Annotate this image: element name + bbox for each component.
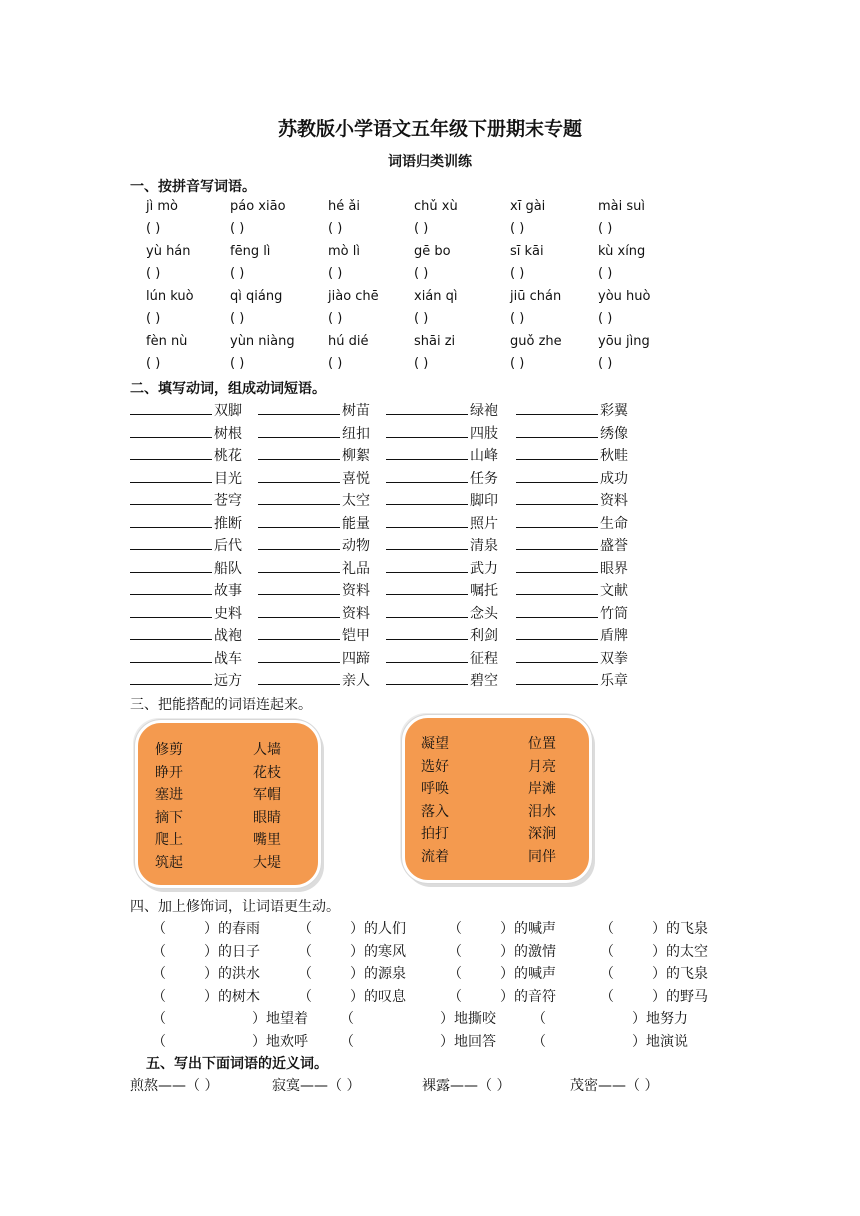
modifier-phrase: ）的春雨 — [204, 921, 260, 937]
verb-item — [258, 445, 370, 465]
verb-item — [258, 513, 370, 533]
match-right-word[interactable]: 同伴 — [528, 848, 556, 865]
match-left-word[interactable]: 落入 — [421, 803, 449, 820]
match-left-word[interactable]: 摘下 — [155, 809, 183, 826]
synonym-item[interactable]: 寂寞——（ ） — [272, 1078, 361, 1094]
verb-item — [258, 670, 370, 690]
verb-object: 资料 — [342, 583, 370, 599]
answer-blank[interactable]: ( ) — [598, 221, 613, 236]
verb-item — [516, 535, 628, 555]
verb-blank[interactable] — [130, 514, 212, 528]
verb-blank[interactable] — [516, 424, 598, 438]
paren-open[interactable]: （ — [152, 988, 166, 1005]
answer-blank[interactable]: ( ) — [146, 311, 161, 326]
verb-object: 清泉 — [470, 538, 498, 554]
verb-object: 远方 — [214, 673, 242, 689]
answer-blank[interactable]: ( ) — [510, 356, 525, 371]
verb-object: 盛誉 — [600, 538, 628, 554]
answer-blank[interactable]: ( ) — [414, 221, 429, 236]
verb-item — [516, 670, 628, 690]
match-left-word[interactable]: 凝望 — [421, 736, 449, 752]
verb-item — [386, 625, 498, 645]
verb-blank[interactable] — [130, 626, 212, 640]
verb-object: 故事 — [214, 583, 242, 599]
pinyin-label: jiū chán — [510, 289, 562, 304]
match-right-word[interactable]: 军帽 — [253, 787, 281, 803]
adverb-phrase: ）地回答 — [440, 1033, 496, 1050]
modifier-phrase: ）的音符 — [500, 988, 556, 1005]
verb-item — [130, 558, 242, 578]
answer-blank[interactable]: ( ) — [146, 356, 161, 371]
modifier-phrase: ）的日子 — [204, 943, 260, 960]
match-right-word[interactable]: 月亮 — [528, 758, 556, 775]
paren-open[interactable]: （ — [152, 921, 166, 937]
matching-box-1 — [135, 720, 321, 888]
verb-blank[interactable] — [386, 446, 468, 460]
pinyin-label: kù xíng — [598, 244, 646, 259]
verb-item — [516, 580, 628, 600]
verb-blank[interactable] — [386, 626, 468, 640]
pinyin-label: páo xiāo — [230, 199, 286, 214]
match-right-word[interactable]: 岸滩 — [528, 781, 556, 797]
verb-item — [516, 558, 628, 578]
verb-item — [386, 580, 498, 600]
verb-item — [258, 580, 370, 600]
verb-item — [516, 603, 628, 623]
matching-box-2 — [402, 715, 592, 883]
verb-item — [516, 400, 628, 420]
pinyin-label: jì mò — [146, 199, 178, 214]
verb-item — [258, 535, 370, 555]
verb-blank[interactable] — [130, 604, 212, 618]
paren-open[interactable]: （ — [298, 988, 312, 1005]
verb-item — [516, 625, 628, 645]
match-right-word[interactable]: 深涧 — [528, 826, 556, 842]
verb-object: 念头 — [470, 605, 498, 622]
page-title: 苏教版小学语文五年级下册期末专题 — [277, 118, 582, 140]
verb-blank[interactable] — [258, 626, 340, 640]
verb-blank[interactable] — [516, 469, 598, 483]
verb-item — [386, 423, 498, 443]
verb-item — [258, 468, 370, 488]
verb-item — [258, 558, 370, 578]
paren-open[interactable]: （ — [340, 1033, 354, 1050]
adverb-phrase: ）地撕咬 — [440, 1011, 496, 1027]
verb-item — [386, 535, 498, 555]
modifier-phrase: ）的飞泉 — [652, 921, 708, 937]
modifier-phrase: ）的喊声 — [500, 921, 556, 937]
verb-object: 双拳 — [600, 650, 628, 667]
verb-item — [386, 490, 498, 510]
verb-item — [516, 513, 628, 533]
verb-item — [386, 445, 498, 465]
verb-blank[interactable] — [386, 671, 468, 685]
verb-blank[interactable] — [258, 559, 340, 573]
modifier-phrase: ）的寒风 — [350, 943, 406, 960]
verb-object: 史料 — [214, 605, 242, 622]
modifier-phrase: ）的野马 — [652, 988, 708, 1005]
section-4-heading: 四、加上修饰词，让词语更生动。 — [130, 899, 340, 915]
verb-object: 秋畦 — [600, 448, 628, 464]
verb-item — [258, 603, 370, 623]
verb-object: 后代 — [214, 538, 242, 554]
modifier-phrase: ）的飞泉 — [652, 966, 708, 982]
verb-blank[interactable] — [386, 559, 468, 573]
paren-open[interactable]: （ — [340, 1011, 354, 1027]
verb-object: 成功 — [600, 470, 628, 487]
verb-blank[interactable] — [258, 604, 340, 618]
verb-blank[interactable] — [258, 401, 340, 415]
verb-blank[interactable] — [130, 469, 212, 483]
verb-object: 目光 — [214, 470, 242, 487]
paren-open[interactable]: （ — [448, 921, 462, 937]
verb-object: 双脚 — [214, 403, 242, 419]
verb-blank[interactable] — [516, 671, 598, 685]
match-right-word[interactable]: 嘴里 — [253, 832, 281, 848]
answer-blank[interactable]: ( ) — [598, 266, 613, 281]
pinyin-label: yùn niàng — [230, 334, 295, 349]
verb-object: 利剑 — [470, 628, 498, 644]
answer-blank[interactable]: ( ) — [598, 311, 613, 326]
section-1-heading: 一、按拼音写词语。 — [130, 179, 256, 195]
verb-object: 四蹄 — [342, 650, 370, 667]
verb-object: 资料 — [342, 605, 370, 622]
synonym-item[interactable]: 茂密——（ ） — [570, 1078, 659, 1094]
verb-blank[interactable] — [386, 604, 468, 618]
verb-blank[interactable] — [386, 514, 468, 528]
verb-object: 礼品 — [342, 560, 370, 577]
verb-item — [130, 513, 242, 533]
verb-object: 碧空 — [470, 673, 498, 689]
verb-item — [516, 423, 628, 443]
adverb-phrase: ）地演说 — [632, 1033, 688, 1050]
answer-blank[interactable]: ( ) — [328, 266, 343, 281]
verb-blank[interactable] — [258, 649, 340, 663]
verb-item — [386, 400, 498, 420]
verb-object: 脚印 — [470, 493, 498, 509]
verb-item — [130, 535, 242, 555]
verb-item — [258, 490, 370, 510]
pinyin-label: hú dié — [328, 334, 369, 349]
pinyin-label: xián qì — [414, 289, 458, 304]
verb-blank[interactable] — [130, 671, 212, 685]
modifier-phrase: ）的洪水 — [204, 966, 260, 982]
verb-item — [130, 468, 242, 488]
verb-object: 桃花 — [214, 448, 242, 464]
synonym-item[interactable]: 煎熬——（ ） — [130, 1078, 219, 1094]
pinyin-label: lún kuò — [146, 289, 194, 304]
pinyin-label: jiào chē — [328, 289, 379, 304]
verb-item — [258, 400, 370, 420]
modifier-phrase: ）的太空 — [652, 943, 708, 960]
verb-blank[interactable] — [516, 559, 598, 573]
pinyin-label: sī kāi — [510, 244, 544, 259]
paren-open[interactable]: （ — [600, 966, 614, 982]
verb-object: 柳絮 — [342, 448, 370, 464]
verb-object: 盾牌 — [600, 628, 628, 644]
match-left-word[interactable]: 拍打 — [421, 826, 449, 842]
pinyin-label: chǔ xù — [414, 199, 458, 214]
answer-blank[interactable]: ( ) — [230, 356, 245, 371]
modifier-phrase: ）的人们 — [350, 921, 406, 937]
verb-blank[interactable] — [386, 469, 468, 483]
verb-blank[interactable] — [258, 469, 340, 483]
pinyin-label: fèn nù — [146, 334, 188, 349]
pinyin-label: qì qiáng — [230, 289, 283, 304]
verb-blank[interactable] — [516, 491, 598, 505]
verb-blank[interactable] — [258, 424, 340, 438]
verb-object: 绣像 — [600, 425, 628, 442]
verb-object: 树根 — [214, 425, 242, 442]
verb-item — [130, 625, 242, 645]
adverb-phrase: ）地努力 — [632, 1011, 688, 1027]
pinyin-label: guǒ zhe — [510, 334, 562, 349]
paren-open[interactable]: （ — [532, 1033, 546, 1050]
answer-blank[interactable]: ( ) — [414, 266, 429, 281]
answer-blank[interactable]: ( ) — [230, 266, 245, 281]
pinyin-label: xī gài — [510, 199, 546, 214]
verb-blank[interactable] — [258, 514, 340, 528]
answer-blank[interactable]: ( ) — [230, 311, 245, 326]
verb-item — [386, 558, 498, 578]
match-left-word[interactable]: 选好 — [421, 758, 449, 775]
verb-object: 乐章 — [600, 673, 628, 689]
verb-blank[interactable] — [386, 649, 468, 663]
pinyin-label: yòu huò — [598, 289, 651, 304]
verb-item — [258, 625, 370, 645]
paren-open[interactable]: （ — [600, 988, 614, 1005]
modifier-phrase: ）的树木 — [204, 988, 260, 1005]
verb-object: 船队 — [214, 560, 242, 577]
verb-item — [130, 580, 242, 600]
answer-blank[interactable]: ( ) — [598, 356, 613, 371]
verb-item — [516, 648, 628, 668]
paren-open[interactable]: （ — [298, 966, 312, 982]
pinyin-label: mài suì — [598, 199, 645, 214]
verb-item — [130, 423, 242, 443]
match-left-word[interactable]: 流着 — [421, 848, 449, 865]
verb-object: 四肢 — [470, 425, 498, 442]
paren-open[interactable]: （ — [152, 943, 166, 960]
match-left-word[interactable]: 筑起 — [155, 854, 183, 871]
answer-blank[interactable]: ( ) — [146, 266, 161, 281]
page-subtitle: 词语归类训练 — [388, 154, 472, 170]
verb-blank[interactable] — [516, 649, 598, 663]
verb-object: 山峰 — [470, 448, 498, 464]
paren-open[interactable]: （ — [448, 966, 462, 982]
verb-object: 文献 — [600, 583, 628, 599]
answer-blank[interactable]: ( ) — [414, 356, 429, 371]
paren-open[interactable]: （ — [152, 1033, 166, 1050]
answer-blank[interactable]: ( ) — [328, 221, 343, 236]
verb-blank[interactable] — [130, 446, 212, 460]
verb-blank[interactable] — [516, 401, 598, 415]
verb-blank[interactable] — [516, 604, 598, 618]
verb-object: 照片 — [470, 515, 498, 532]
adverb-phrase: ）地欢呼 — [252, 1033, 308, 1050]
verb-blank[interactable] — [386, 536, 468, 550]
section-5-heading: 五、写出下面词语的近义词。 — [146, 1056, 328, 1072]
verb-blank[interactable] — [130, 559, 212, 573]
match-right-word[interactable]: 位置 — [528, 736, 556, 752]
paren-open[interactable]: （ — [448, 943, 462, 960]
verb-item — [130, 603, 242, 623]
verb-object: 竹筒 — [600, 605, 628, 622]
verb-object: 战车 — [214, 650, 242, 667]
paren-open[interactable]: （ — [152, 1011, 166, 1027]
verb-item — [130, 445, 242, 465]
verb-blank[interactable] — [130, 649, 212, 663]
verb-blank[interactable] — [386, 401, 468, 415]
verb-item — [258, 423, 370, 443]
verb-object: 亲人 — [342, 673, 370, 689]
verb-item — [130, 490, 242, 510]
verb-blank[interactable] — [130, 581, 212, 595]
verb-item — [130, 648, 242, 668]
verb-blank[interactable] — [258, 491, 340, 505]
verb-blank[interactable] — [130, 536, 212, 550]
verb-object: 绿袍 — [470, 403, 498, 419]
verb-item — [516, 468, 628, 488]
verb-item — [386, 513, 498, 533]
verb-blank[interactable] — [516, 536, 598, 550]
paren-open[interactable]: （ — [532, 1011, 546, 1027]
pinyin-label: hé ǎi — [328, 199, 360, 214]
adverb-phrase: ）地望着 — [252, 1011, 308, 1027]
verb-blank[interactable] — [258, 446, 340, 460]
verb-object: 动物 — [342, 538, 370, 554]
verb-item — [130, 670, 242, 690]
verb-blank[interactable] — [516, 446, 598, 460]
verb-blank[interactable] — [258, 671, 340, 685]
verb-item — [516, 445, 628, 465]
section-2-heading: 二、填写动词，组成动词短语。 — [130, 381, 326, 397]
verb-blank[interactable] — [386, 424, 468, 438]
verb-object: 资料 — [600, 493, 628, 509]
verb-blank[interactable] — [130, 424, 212, 438]
verb-blank[interactable] — [130, 491, 212, 505]
answer-blank[interactable]: ( ) — [146, 221, 161, 236]
modifier-phrase: ）的喊声 — [500, 966, 556, 982]
verb-object: 战袍 — [214, 628, 242, 644]
verb-blank[interactable] — [130, 401, 212, 415]
pinyin-label: yōu jìng — [598, 334, 650, 349]
verb-item — [386, 670, 498, 690]
verb-blank[interactable] — [386, 581, 468, 595]
match-right-word[interactable]: 大堤 — [253, 854, 281, 871]
verb-object: 喜悦 — [342, 470, 370, 487]
verb-blank[interactable] — [516, 514, 598, 528]
verb-object: 树苗 — [342, 403, 370, 419]
pinyin-label: gē bo — [414, 244, 451, 259]
paren-open[interactable]: （ — [152, 966, 166, 982]
verb-object: 苍穹 — [214, 493, 242, 509]
answer-blank[interactable]: ( ) — [230, 221, 245, 236]
match-left-word[interactable]: 修剪 — [155, 742, 183, 758]
answer-blank[interactable]: ( ) — [414, 311, 429, 326]
answer-blank[interactable]: ( ) — [510, 311, 525, 326]
match-left-word[interactable]: 塞进 — [155, 787, 183, 803]
verb-item — [386, 603, 498, 623]
paren-open[interactable]: （ — [298, 921, 312, 937]
verb-object: 铠甲 — [342, 628, 370, 644]
verb-object: 推断 — [214, 515, 242, 532]
verb-object: 眼界 — [600, 560, 628, 577]
verb-item — [386, 648, 498, 668]
verb-blank[interactable] — [258, 581, 340, 595]
synonym-item[interactable]: 裸露——（ ） — [422, 1078, 511, 1094]
verb-item — [130, 400, 242, 420]
match-left-word[interactable]: 呼唤 — [421, 781, 449, 797]
verb-object: 能量 — [342, 515, 370, 532]
section-3-heading: 三、把能搭配的词语连起来。 — [130, 697, 312, 713]
answer-blank[interactable]: ( ) — [510, 221, 525, 236]
verb-blank[interactable] — [516, 581, 598, 595]
verb-object: 纽扣 — [342, 425, 370, 442]
verb-blank[interactable] — [516, 626, 598, 640]
verb-blank[interactable] — [258, 536, 340, 550]
paren-open[interactable]: （ — [448, 988, 462, 1005]
answer-blank[interactable]: ( ) — [328, 311, 343, 326]
match-left-word[interactable]: 睁开 — [155, 764, 183, 781]
paren-open[interactable]: （ — [600, 943, 614, 960]
match-right-word[interactable]: 眼睛 — [253, 809, 281, 826]
answer-blank[interactable]: ( ) — [510, 266, 525, 281]
verb-object: 武力 — [470, 560, 498, 577]
modifier-phrase: ）的源泉 — [350, 966, 406, 982]
match-left-word[interactable]: 爬上 — [155, 832, 183, 848]
paren-open[interactable]: （ — [298, 943, 312, 960]
match-right-word[interactable]: 泪水 — [528, 803, 556, 820]
match-right-word[interactable]: 人墙 — [253, 742, 281, 758]
paren-open[interactable]: （ — [600, 921, 614, 937]
verb-object: 征程 — [470, 650, 498, 667]
modifier-phrase: ）的激情 — [500, 943, 556, 960]
verb-object: 嘱托 — [470, 583, 498, 599]
verb-item — [516, 490, 628, 510]
match-right-word[interactable]: 花枝 — [253, 764, 281, 781]
verb-object: 太空 — [342, 493, 370, 509]
pinyin-label: shāi zi — [414, 334, 456, 349]
verb-object: 任务 — [470, 470, 498, 487]
verb-blank[interactable] — [386, 491, 468, 505]
verb-object: 彩翼 — [600, 403, 628, 419]
verb-item — [386, 468, 498, 488]
modifier-phrase: ）的叹息 — [350, 988, 406, 1005]
pinyin-label: yù hán — [146, 244, 191, 259]
verb-item — [258, 648, 370, 668]
pinyin-label: mò lì — [328, 244, 360, 259]
answer-blank[interactable]: ( ) — [328, 356, 343, 371]
pinyin-label: fēng lì — [230, 244, 271, 259]
verb-object: 生命 — [600, 515, 628, 532]
